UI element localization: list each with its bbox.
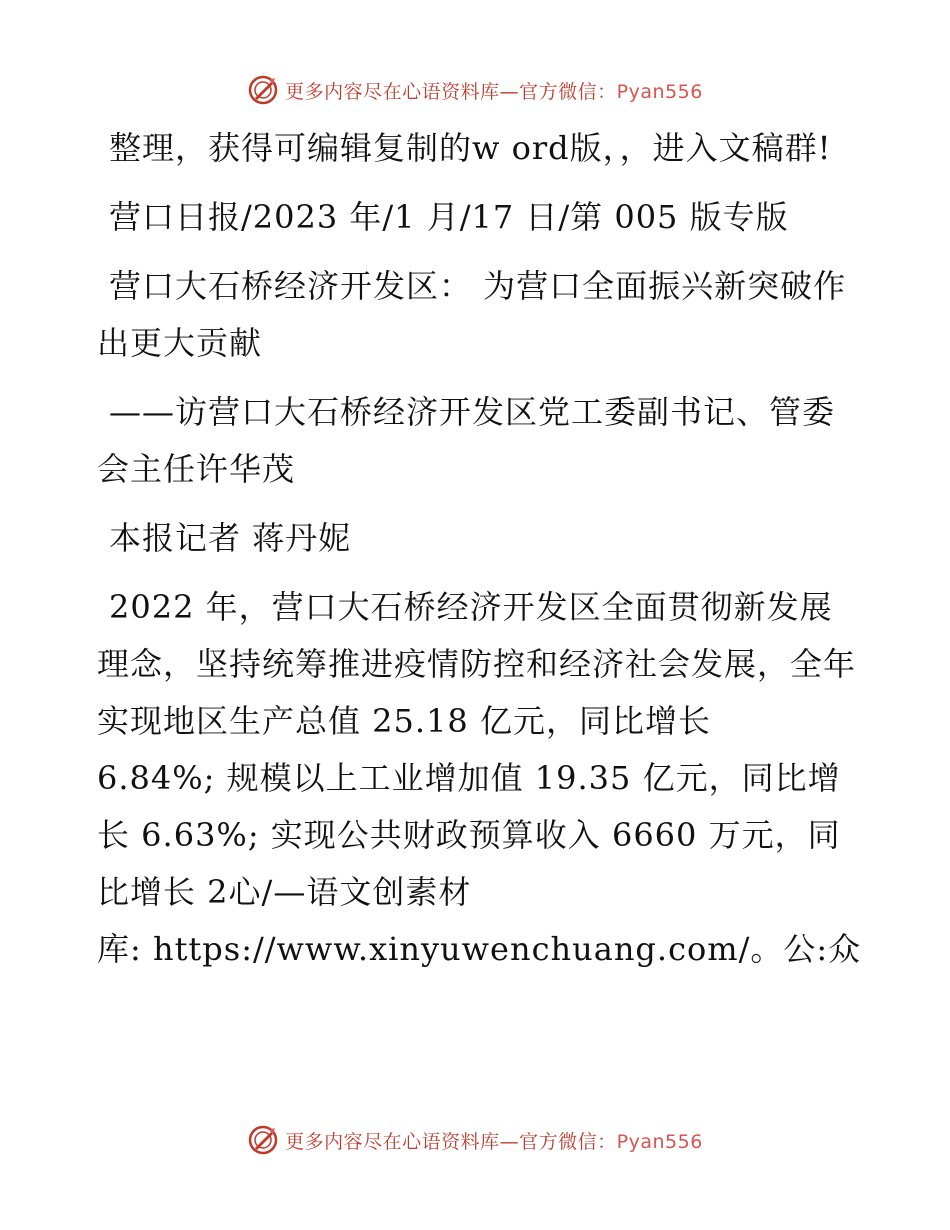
reporter-line: 本报记者 蒋丹妮 xyxy=(109,519,352,557)
article-title: 营口大石桥经济开发区： 为营口全面振兴新突破作出更大贡献 xyxy=(97,267,847,362)
body-paragraph-continued: 6.84%; 规模以上工业增加值 19.35 亿元，同比增长 6.63%; 实现公共财政预算收入 6660 万元，同比增长 2心/—语文创素材 xyxy=(97,759,841,911)
header-banner-text: 更多内容尽在心语资料库—官方微信：Pyan556 xyxy=(285,80,703,103)
document-body xyxy=(97,120,862,978)
footer-wechat-id: Pyan556 xyxy=(616,1130,703,1153)
intro-paragraph: 整理，获得可编辑复制的w ord版，，进入文稿群! xyxy=(109,129,832,167)
header-watermark-banner xyxy=(0,70,950,110)
footer-banner-text: 更多内容尽在心语资料库—官方微信：Pyan556 xyxy=(285,1130,703,1153)
brush-logo-icon xyxy=(247,74,279,106)
article-subtitle: ——访营口大石桥经济开发区党工委副书记、管委会主任许华茂 xyxy=(97,393,836,488)
brush-logo-icon xyxy=(247,1124,279,1156)
footer-watermark-banner xyxy=(0,1120,950,1160)
header-wechat-id: Pyan556 xyxy=(616,80,703,103)
body-paragraph: 2022 年，营口大石桥经济开发区全面贯彻新发展理念，坚持统筹推进疫情防控和经济社会发展，全年实现地区生产总值 25.18 亿元，同比增长 xyxy=(97,588,857,740)
source-line: 营口日报/2023 年/1 月/17 日/第 005 版专版 xyxy=(109,198,789,236)
body-last-line: 库: https://www.xinyuwenchuang.com/。公:众 xyxy=(97,930,862,968)
